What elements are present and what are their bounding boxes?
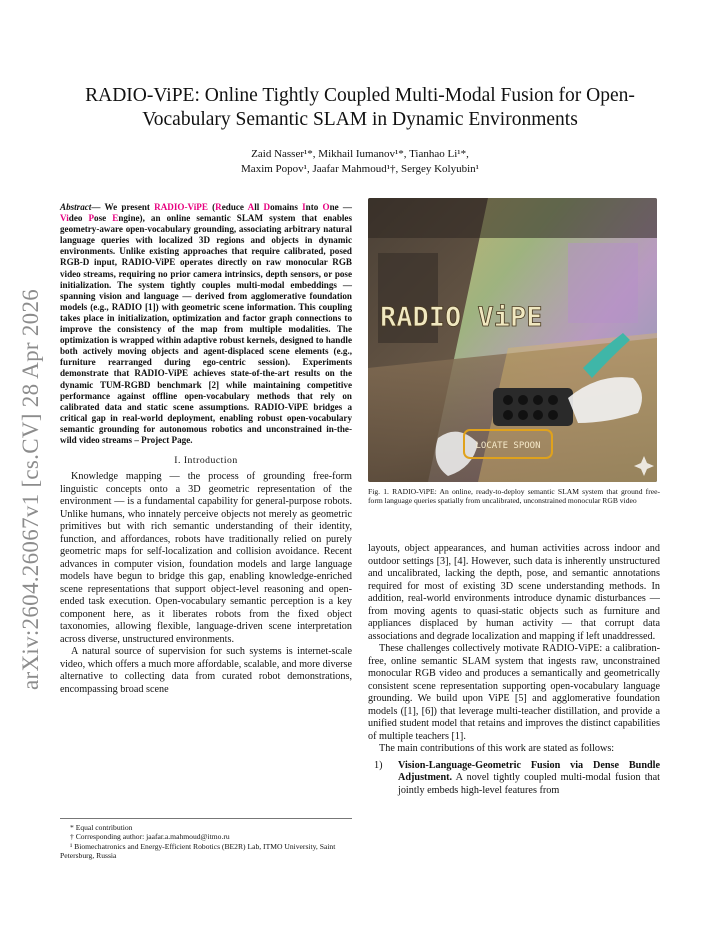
overlay-title: RADIO ViPE <box>380 302 543 333</box>
locate-spoon-label: LOCATE SPOON <box>475 441 541 451</box>
muffin-tray <box>493 388 573 426</box>
figure-1-caption: Fig. 1. RADIO-ViPE: An online, ready-to-deploy semantic SLAM system that ground free-form language queries spatially from uncalibrated, unconstrained monocular RGB video <box>368 487 660 506</box>
right-paragraph-1: layouts, object appearances, and human activities across indoor and outdoor settings [3], [4]. However, such data is inherently unstructured and uncalibrated, lacking the depth, pose, and semantic annotations required for most of existing 3D scene understanding methods. In addition, real-world environments introduce dynamic disturbances — from moving agents to quasi-static objects such as furniture and appliances displaced by human activity — that corrupt data associations and degrade localization and mapping if left unaddressed. <box>368 543 660 642</box>
contribution-1-title: Vision-Language-Geometric Fusion via Dense Bundle Adjustment. <box>398 759 660 784</box>
author-line-2: Maxim Popov¹, Jaafar Mahmoud¹†, Sergey Kolyubin¹ <box>241 163 479 175</box>
author-list <box>120 147 600 177</box>
contribution-1-body: A novel tightly coupled multi-modal fusion that jointly embeds high-level features from <box>398 772 660 796</box>
section-heading-introduction: I. Introduction <box>174 455 238 467</box>
contribution-1 <box>368 760 660 798</box>
right-paragraph-2: These challenges collectively motivate RADIO-ViPE: a calibration-free, online semantic SLAM system that ingests raw, unconstrained monocular RGB video and produces a semantically and geometrically consistent scene representation supporting open-vocabulary language grounding. We build upon ViPE [5] and agglomerative foundation models ([1], [6]) that leverage multi-teacher distillation, and provide a unified student model that retains and improves the distinct capabilities of multiple teachers [1]. <box>368 643 660 742</box>
footnote-equal-contribution: * Equal contribution <box>70 823 133 832</box>
footnote-affiliation: ¹ Biomechatronics and Energy-Efficient Robotics (BE2R) Lab, ITMO University, Saint Petersburg, Russia <box>60 841 336 861</box>
intro-paragraph-2: A natural source of supervision for such systems is internet-scale video, which offers a much more affordable, scalable, and more diverse alternative to collecting data from curated robot demonstrations, encompassing broad scene <box>60 646 352 695</box>
system-name: RADIO-ViPE <box>154 202 208 212</box>
right-column-text <box>368 543 660 797</box>
figure-1 <box>368 198 657 482</box>
arxiv-identifier: arXiv:2604.26067v1 [cs.CV] 28 Apr 2026 <box>18 288 43 690</box>
footnote-corresponding-author: † Corresponding author: jaafar.a.mahmoud@itmo.ru <box>70 832 230 842</box>
author-line-1: Zaid Nasser¹*, Mikhail Iumanov¹*, Tianhao Li¹*, <box>251 148 469 160</box>
abstract: Abstract— We present RADIO-ViPE (Reduce All Domains Into One — Video Pose Engine), an online semantic SLAM system that enables geometry-aware open-vocabulary grounding, associating arbitrary natural language queries with localized 3D regions and objects in dynamic environments. Unlike existing approaches that require calibrated, posed RGB-D input, RADIO-ViPE operates directly on raw monocular RGB video streams, requiring no prior camera intrinsics, depth sensors, or pose initialization. The system tightly couples multi-modal embeddings — spanning vision and language — derived from agglomerative foundation models (e.g., RADIO [1]) with geometric scene information. This coupling takes place in initialization, optimization and factor graph connections to improve the consistency of the map from multiple modalities. The optimization is wrapped within adaptive robust kernels, designed to handle both actively moving objects and agent-displaced scene elements (e.g., furniture rearranged during ego-centric session). Experiments demonstrate that RADIO-ViPE achieves state-of-the-art results on the dynamic TUM-RGBD benchmark [2] while maintaining competitive performance against offline open-vocabulary methods that rely on calibrated data and static scene assumptions. RADIO-ViPE bridges a critical gap in real-world deployment, enabling robust open-vocabulary semantic grounding for autonomous robotics and unconstrained in-the-wild video streams – Project Page. <box>60 202 353 445</box>
right-paragraph-3: The main contributions of this work are stated as follows: <box>379 743 615 755</box>
left-column <box>60 202 352 696</box>
contribution-1-text <box>398 760 660 798</box>
abstract-lead: Abstract <box>60 202 92 212</box>
contribution-1-number: 1) <box>374 759 383 771</box>
cabinet-door-right <box>568 243 638 323</box>
paper-title: RADIO-ViPE: Online Tightly Coupled Multi-Modal Fusion for Open-Vocabulary Semantic SLAM in Dynamic Environments <box>85 85 635 130</box>
right-column <box>368 198 660 797</box>
intro-paragraph-1: Knowledge mapping — the process of grounding free-form linguistic concepts onto a 3D geometric representation of the environment — is a fundamental capability for general-purpose robots. Unlike humans, who innately perceive objects not merely as geometric primitives but with rich semantic understanding of their identity, function, and affordances, robots have traditionally relied on purely geometric maps for self-localization and collision avoidance. Recent advances in computer vision, foundation models and large language models have begun to bridge this gap, enabling knowledge-enriched scene representations that support object-level reasoning and open-ended task execution. Open-vocabulary semantic perception is a key component here, as it liberates robots from the fixed object taxonomies, allowing flexible, language-driven scene interpretation across diverse, unstructured environments. <box>60 471 352 645</box>
figure-1-image <box>368 198 657 482</box>
footnotes <box>60 818 352 861</box>
upper-cabinets <box>368 198 657 238</box>
